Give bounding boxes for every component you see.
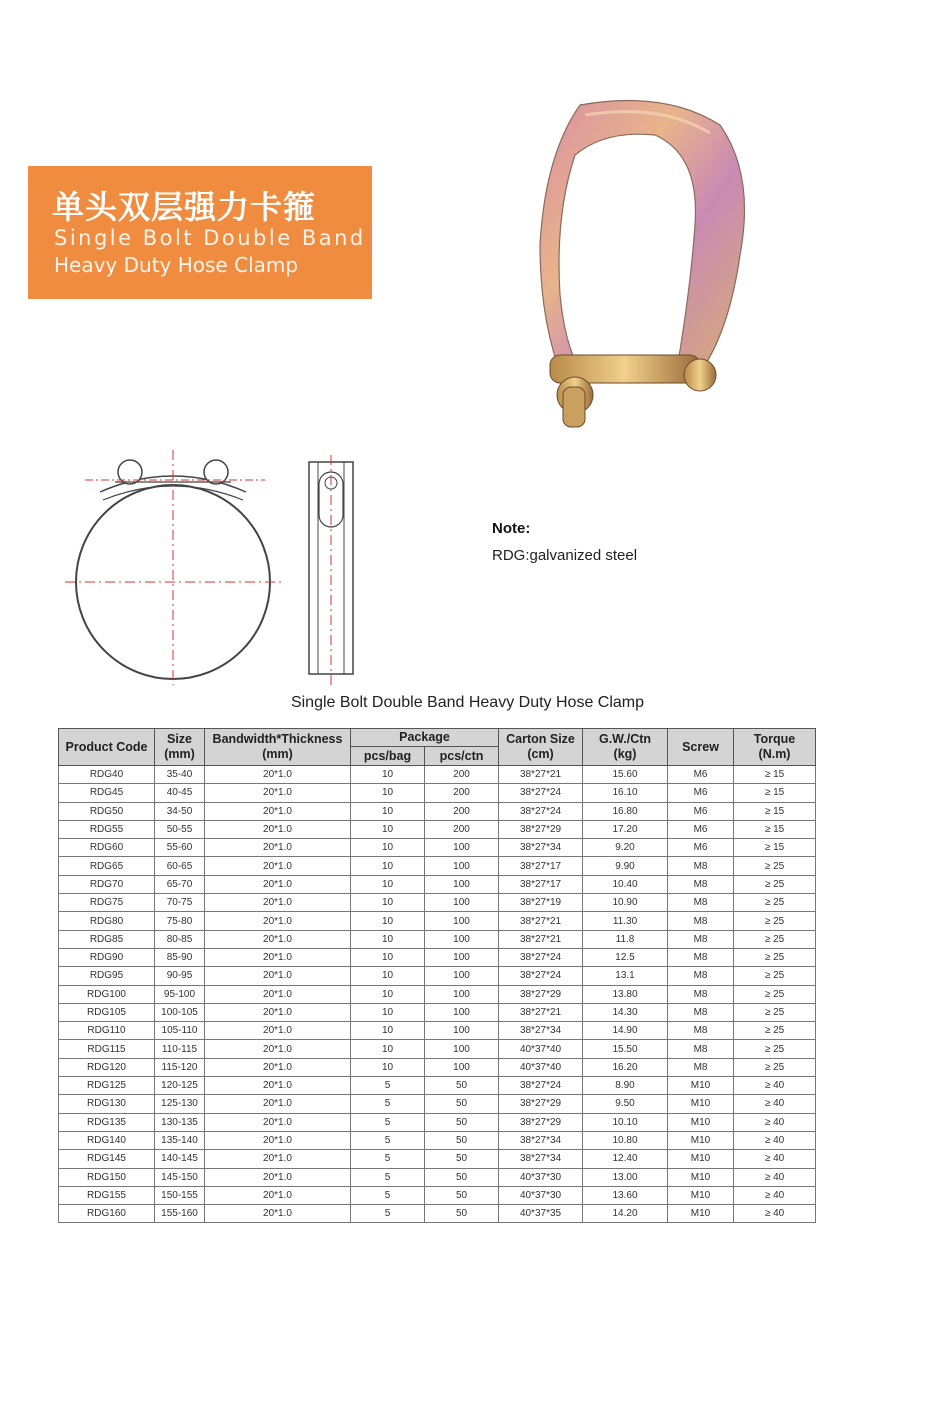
note-block <box>492 520 637 564</box>
cell-gross-weight: 13.80 <box>583 985 668 1003</box>
cell-size: 115-120 <box>155 1058 205 1076</box>
cell-size: 125-130 <box>155 1095 205 1113</box>
cell-carton-size: 38*27*21 <box>499 1003 583 1021</box>
cell-gross-weight: 11.8 <box>583 930 668 948</box>
cell-pcs-ctn: 100 <box>425 857 499 875</box>
cell-screw: M10 <box>668 1205 734 1223</box>
cell-torque: ≥ 40 <box>734 1113 816 1131</box>
cell-carton-size: 40*37*35 <box>499 1205 583 1223</box>
cell-pcs-bag: 10 <box>351 1058 425 1076</box>
cell-carton-size: 38*27*29 <box>499 820 583 838</box>
cell-bandwidth: 20*1.0 <box>205 1003 351 1021</box>
cell-product-code: RDG75 <box>59 894 155 912</box>
header-product-code: Product Code <box>59 729 155 766</box>
header-package: Package <box>351 729 499 747</box>
cell-size: 100-105 <box>155 1003 205 1021</box>
cell-screw: M10 <box>668 1131 734 1149</box>
cell-bandwidth: 20*1.0 <box>205 1150 351 1168</box>
cell-bandwidth: 20*1.0 <box>205 930 351 948</box>
cell-torque: ≥ 40 <box>734 1205 816 1223</box>
cell-screw: M10 <box>668 1113 734 1131</box>
table-row <box>59 912 816 930</box>
cell-pcs-ctn: 100 <box>425 1040 499 1058</box>
cell-gross-weight: 12.40 <box>583 1150 668 1168</box>
cell-bandwidth: 20*1.0 <box>205 839 351 857</box>
cell-bandwidth: 20*1.0 <box>205 985 351 1003</box>
cell-product-code: RDG100 <box>59 985 155 1003</box>
cell-carton-size: 38*27*21 <box>499 930 583 948</box>
cell-gross-weight: 16.80 <box>583 802 668 820</box>
table-caption: Single Bolt Double Band Heavy Duty Hose Clamp <box>290 694 645 711</box>
table-row <box>59 1040 816 1058</box>
cell-carton-size: 40*37*30 <box>499 1168 583 1186</box>
cell-carton-size: 38*27*21 <box>499 912 583 930</box>
cell-gross-weight: 10.40 <box>583 875 668 893</box>
cell-torque: ≥ 40 <box>734 1131 816 1149</box>
cell-bandwidth: 20*1.0 <box>205 912 351 930</box>
cell-torque: ≥ 40 <box>734 1168 816 1186</box>
cell-carton-size: 40*37*30 <box>499 1186 583 1204</box>
cell-screw: M10 <box>668 1077 734 1095</box>
cell-gross-weight: 10.10 <box>583 1113 668 1131</box>
cell-pcs-ctn: 100 <box>425 985 499 1003</box>
cell-screw: M6 <box>668 766 734 784</box>
cell-carton-size: 38*27*34 <box>499 1022 583 1040</box>
cell-carton-size: 40*37*40 <box>499 1040 583 1058</box>
cell-screw: M8 <box>668 985 734 1003</box>
cell-size: 35-40 <box>155 766 205 784</box>
cell-pcs-bag: 10 <box>351 802 425 820</box>
cell-pcs-bag: 5 <box>351 1095 425 1113</box>
cell-pcs-ctn: 200 <box>425 766 499 784</box>
cell-pcs-ctn: 200 <box>425 784 499 802</box>
cell-bandwidth: 20*1.0 <box>205 784 351 802</box>
cell-size: 34-50 <box>155 802 205 820</box>
cell-pcs-bag: 10 <box>351 820 425 838</box>
cell-screw: M8 <box>668 1022 734 1040</box>
table-row <box>59 1186 816 1204</box>
cell-carton-size: 38*27*34 <box>499 1131 583 1149</box>
header-size: Size (mm) <box>155 729 205 766</box>
cell-size: 60-65 <box>155 857 205 875</box>
table-row <box>59 894 816 912</box>
cell-size: 135-140 <box>155 1131 205 1149</box>
table-row <box>59 930 816 948</box>
cell-pcs-ctn: 50 <box>425 1131 499 1149</box>
cell-pcs-ctn: 200 <box>425 802 499 820</box>
cell-bandwidth: 20*1.0 <box>205 1168 351 1186</box>
table-row <box>59 784 816 802</box>
cell-screw: M10 <box>668 1168 734 1186</box>
cell-pcs-bag: 10 <box>351 857 425 875</box>
cell-gross-weight: 9.20 <box>583 839 668 857</box>
cell-torque: ≥ 15 <box>734 839 816 857</box>
cell-product-code: RDG55 <box>59 820 155 838</box>
cell-torque: ≥ 25 <box>734 912 816 930</box>
cell-torque: ≥ 25 <box>734 967 816 985</box>
cell-carton-size: 38*27*24 <box>499 1077 583 1095</box>
title-banner <box>28 166 372 299</box>
cell-pcs-ctn: 50 <box>425 1186 499 1204</box>
table-row <box>59 1058 816 1076</box>
header-pcs-ctn: pcs/ctn <box>425 747 499 766</box>
product-photo <box>505 95 755 435</box>
table-row <box>59 820 816 838</box>
cell-product-code: RDG95 <box>59 967 155 985</box>
cell-pcs-ctn: 100 <box>425 894 499 912</box>
header-pcs-bag: pcs/bag <box>351 747 425 766</box>
cell-gross-weight: 13.60 <box>583 1186 668 1204</box>
cell-pcs-ctn: 100 <box>425 1058 499 1076</box>
cell-gross-weight: 9.90 <box>583 857 668 875</box>
table-row <box>59 1168 816 1186</box>
cell-pcs-bag: 10 <box>351 985 425 1003</box>
cell-pcs-ctn: 100 <box>425 912 499 930</box>
table-row <box>59 1150 816 1168</box>
table-row <box>59 766 816 784</box>
cell-product-code: RDG125 <box>59 1077 155 1095</box>
cell-product-code: RDG110 <box>59 1022 155 1040</box>
cell-gross-weight: 13.1 <box>583 967 668 985</box>
cell-screw: M10 <box>668 1095 734 1113</box>
cell-size: 55-60 <box>155 839 205 857</box>
header-carton-size: Carton Size (cm) <box>499 729 583 766</box>
cell-bandwidth: 20*1.0 <box>205 802 351 820</box>
cell-pcs-ctn: 50 <box>425 1113 499 1131</box>
cell-pcs-bag: 10 <box>351 1003 425 1021</box>
cell-gross-weight: 14.20 <box>583 1205 668 1223</box>
cell-torque: ≥ 15 <box>734 784 816 802</box>
cell-pcs-ctn: 100 <box>425 948 499 966</box>
title-chinese: 单头双层强力卡箍 <box>52 188 317 226</box>
cell-screw: M6 <box>668 784 734 802</box>
table-row <box>59 948 816 966</box>
cell-torque: ≥ 40 <box>734 1150 816 1168</box>
cell-gross-weight: 17.20 <box>583 820 668 838</box>
cell-pcs-bag: 10 <box>351 912 425 930</box>
cell-screw: M8 <box>668 912 734 930</box>
cell-product-code: RDG50 <box>59 802 155 820</box>
cell-torque: ≥ 25 <box>734 894 816 912</box>
cell-pcs-ctn: 100 <box>425 1022 499 1040</box>
cell-pcs-ctn: 100 <box>425 930 499 948</box>
cell-size: 95-100 <box>155 985 205 1003</box>
cell-torque: ≥ 25 <box>734 1058 816 1076</box>
cell-product-code: RDG155 <box>59 1186 155 1204</box>
cell-pcs-ctn: 50 <box>425 1168 499 1186</box>
cell-pcs-bag: 5 <box>351 1131 425 1149</box>
spec-table <box>58 728 816 1223</box>
table-row <box>59 1077 816 1095</box>
cell-pcs-bag: 5 <box>351 1077 425 1095</box>
cell-size: 90-95 <box>155 967 205 985</box>
cell-carton-size: 38*27*29 <box>499 1095 583 1113</box>
cell-pcs-ctn: 50 <box>425 1205 499 1223</box>
cell-product-code: RDG120 <box>59 1058 155 1076</box>
cell-product-code: RDG70 <box>59 875 155 893</box>
cell-torque: ≥ 25 <box>734 857 816 875</box>
cell-product-code: RDG150 <box>59 1168 155 1186</box>
cell-bandwidth: 20*1.0 <box>205 1186 351 1204</box>
table-row <box>59 985 816 1003</box>
cell-pcs-bag: 5 <box>351 1113 425 1131</box>
table-row <box>59 967 816 985</box>
cell-pcs-bag: 10 <box>351 930 425 948</box>
cell-product-code: RDG90 <box>59 948 155 966</box>
cell-size: 145-150 <box>155 1168 205 1186</box>
cell-screw: M8 <box>668 857 734 875</box>
cell-torque: ≥ 25 <box>734 985 816 1003</box>
cell-torque: ≥ 25 <box>734 948 816 966</box>
cell-screw: M8 <box>668 948 734 966</box>
cell-size: 40-45 <box>155 784 205 802</box>
cell-carton-size: 38*27*24 <box>499 948 583 966</box>
cell-gross-weight: 12.5 <box>583 948 668 966</box>
table-row <box>59 1003 816 1021</box>
table-row <box>59 1095 816 1113</box>
title-english-line1: Single Bolt Double Band <box>54 226 366 250</box>
table-row <box>59 1205 816 1223</box>
cell-carton-size: 38*27*17 <box>499 875 583 893</box>
cell-size: 110-115 <box>155 1040 205 1058</box>
cell-size: 75-80 <box>155 912 205 930</box>
header-screw: Screw <box>668 729 734 766</box>
cell-pcs-ctn: 100 <box>425 839 499 857</box>
cell-bandwidth: 20*1.0 <box>205 1131 351 1149</box>
cell-pcs-bag: 10 <box>351 875 425 893</box>
cell-torque: ≥ 25 <box>734 1003 816 1021</box>
cell-pcs-bag: 5 <box>351 1205 425 1223</box>
table-row <box>59 875 816 893</box>
header-gross-weight: G.W./Ctn (kg) <box>583 729 668 766</box>
cell-gross-weight: 9.50 <box>583 1095 668 1113</box>
cell-carton-size: 38*27*34 <box>499 1150 583 1168</box>
cell-gross-weight: 10.90 <box>583 894 668 912</box>
cell-bandwidth: 20*1.0 <box>205 1022 351 1040</box>
cell-screw: M6 <box>668 820 734 838</box>
table-row <box>59 1022 816 1040</box>
cell-product-code: RDG85 <box>59 930 155 948</box>
cell-gross-weight: 16.10 <box>583 784 668 802</box>
cell-screw: M8 <box>668 1003 734 1021</box>
cell-gross-weight: 16.20 <box>583 1058 668 1076</box>
cell-product-code: RDG115 <box>59 1040 155 1058</box>
cell-torque: ≥ 40 <box>734 1186 816 1204</box>
table-row <box>59 839 816 857</box>
cell-bandwidth: 20*1.0 <box>205 1205 351 1223</box>
cell-size: 85-90 <box>155 948 205 966</box>
cell-size: 70-75 <box>155 894 205 912</box>
table-row <box>59 857 816 875</box>
note-text: RDG:galvanized steel <box>492 547 638 564</box>
table-row <box>59 1113 816 1131</box>
cell-screw: M8 <box>668 875 734 893</box>
cell-screw: M8 <box>668 1040 734 1058</box>
technical-drawing <box>55 450 375 690</box>
cell-carton-size: 38*27*24 <box>499 802 583 820</box>
cell-pcs-bag: 10 <box>351 1022 425 1040</box>
cell-bandwidth: 20*1.0 <box>205 857 351 875</box>
cell-size: 155-160 <box>155 1205 205 1223</box>
note-label: Note: <box>492 520 531 537</box>
cell-bandwidth: 20*1.0 <box>205 1058 351 1076</box>
cell-pcs-ctn: 50 <box>425 1077 499 1095</box>
cell-size: 80-85 <box>155 930 205 948</box>
cell-screw: M10 <box>668 1186 734 1204</box>
cell-gross-weight: 13.00 <box>583 1168 668 1186</box>
cell-carton-size: 40*37*40 <box>499 1058 583 1076</box>
cell-pcs-bag: 5 <box>351 1150 425 1168</box>
cell-gross-weight: 10.80 <box>583 1131 668 1149</box>
cell-torque: ≥ 25 <box>734 1040 816 1058</box>
cell-bandwidth: 20*1.0 <box>205 1095 351 1113</box>
cell-product-code: RDG160 <box>59 1205 155 1223</box>
cell-bandwidth: 20*1.0 <box>205 1040 351 1058</box>
cell-product-code: RDG40 <box>59 766 155 784</box>
cell-product-code: RDG45 <box>59 784 155 802</box>
cell-torque: ≥ 40 <box>734 1095 816 1113</box>
cell-bandwidth: 20*1.0 <box>205 1077 351 1095</box>
cell-gross-weight: 15.50 <box>583 1040 668 1058</box>
cell-size: 150-155 <box>155 1186 205 1204</box>
cell-torque: ≥ 40 <box>734 1077 816 1095</box>
cell-pcs-bag: 5 <box>351 1168 425 1186</box>
cell-carton-size: 38*27*29 <box>499 1113 583 1131</box>
cell-torque: ≥ 25 <box>734 875 816 893</box>
cell-bandwidth: 20*1.0 <box>205 894 351 912</box>
cell-pcs-bag: 10 <box>351 839 425 857</box>
cell-screw: M8 <box>668 967 734 985</box>
cell-carton-size: 38*27*19 <box>499 894 583 912</box>
cell-gross-weight: 14.90 <box>583 1022 668 1040</box>
cell-product-code: RDG80 <box>59 912 155 930</box>
cell-size: 130-135 <box>155 1113 205 1131</box>
cell-screw: M6 <box>668 802 734 820</box>
cell-pcs-bag: 10 <box>351 967 425 985</box>
title-english-line2: Heavy Duty Hose Clamp <box>54 253 299 277</box>
cell-torque: ≥ 15 <box>734 820 816 838</box>
cell-size: 140-145 <box>155 1150 205 1168</box>
cell-carton-size: 38*27*17 <box>499 857 583 875</box>
cell-torque: ≥ 15 <box>734 802 816 820</box>
cell-product-code: RDG65 <box>59 857 155 875</box>
cell-screw: M8 <box>668 894 734 912</box>
cell-pcs-ctn: 200 <box>425 820 499 838</box>
cell-torque: ≥ 15 <box>734 766 816 784</box>
cell-bandwidth: 20*1.0 <box>205 948 351 966</box>
cell-pcs-bag: 10 <box>351 1040 425 1058</box>
cell-torque: ≥ 25 <box>734 930 816 948</box>
cell-screw: M10 <box>668 1150 734 1168</box>
cell-bandwidth: 20*1.0 <box>205 967 351 985</box>
cell-carton-size: 38*27*29 <box>499 985 583 1003</box>
cell-pcs-bag: 10 <box>351 948 425 966</box>
cell-pcs-ctn: 50 <box>425 1150 499 1168</box>
cell-size: 120-125 <box>155 1077 205 1095</box>
cell-pcs-ctn: 100 <box>425 1003 499 1021</box>
cell-pcs-ctn: 100 <box>425 967 499 985</box>
cell-size: 105-110 <box>155 1022 205 1040</box>
cell-pcs-bag: 10 <box>351 894 425 912</box>
cell-product-code: RDG145 <box>59 1150 155 1168</box>
cell-pcs-ctn: 100 <box>425 875 499 893</box>
cell-product-code: RDG105 <box>59 1003 155 1021</box>
cell-gross-weight: 8.90 <box>583 1077 668 1095</box>
cell-product-code: RDG130 <box>59 1095 155 1113</box>
cell-carton-size: 38*27*24 <box>499 967 583 985</box>
cell-bandwidth: 20*1.0 <box>205 1113 351 1131</box>
table-row <box>59 1131 816 1149</box>
cell-gross-weight: 14.30 <box>583 1003 668 1021</box>
cell-product-code: RDG60 <box>59 839 155 857</box>
header-bandwidth: Bandwidth*Thickness (mm) <box>205 729 351 766</box>
cell-gross-weight: 15.60 <box>583 766 668 784</box>
header-torque: Torque (N.m) <box>734 729 816 766</box>
cell-carton-size: 38*27*21 <box>499 766 583 784</box>
cell-pcs-bag: 5 <box>351 1186 425 1204</box>
cell-carton-size: 38*27*24 <box>499 784 583 802</box>
cell-screw: M6 <box>668 839 734 857</box>
cell-screw: M8 <box>668 930 734 948</box>
table-row <box>59 802 816 820</box>
cell-product-code: RDG140 <box>59 1131 155 1149</box>
cell-pcs-bag: 10 <box>351 784 425 802</box>
cell-torque: ≥ 25 <box>734 1022 816 1040</box>
cell-gross-weight: 11.30 <box>583 912 668 930</box>
cell-product-code: RDG135 <box>59 1113 155 1131</box>
cell-pcs-ctn: 50 <box>425 1095 499 1113</box>
cell-bandwidth: 20*1.0 <box>205 875 351 893</box>
cell-size: 50-55 <box>155 820 205 838</box>
cell-size: 65-70 <box>155 875 205 893</box>
cell-bandwidth: 20*1.0 <box>205 820 351 838</box>
cell-screw: M8 <box>668 1058 734 1076</box>
cell-bandwidth: 20*1.0 <box>205 766 351 784</box>
cell-carton-size: 38*27*34 <box>499 839 583 857</box>
cell-pcs-bag: 10 <box>351 766 425 784</box>
